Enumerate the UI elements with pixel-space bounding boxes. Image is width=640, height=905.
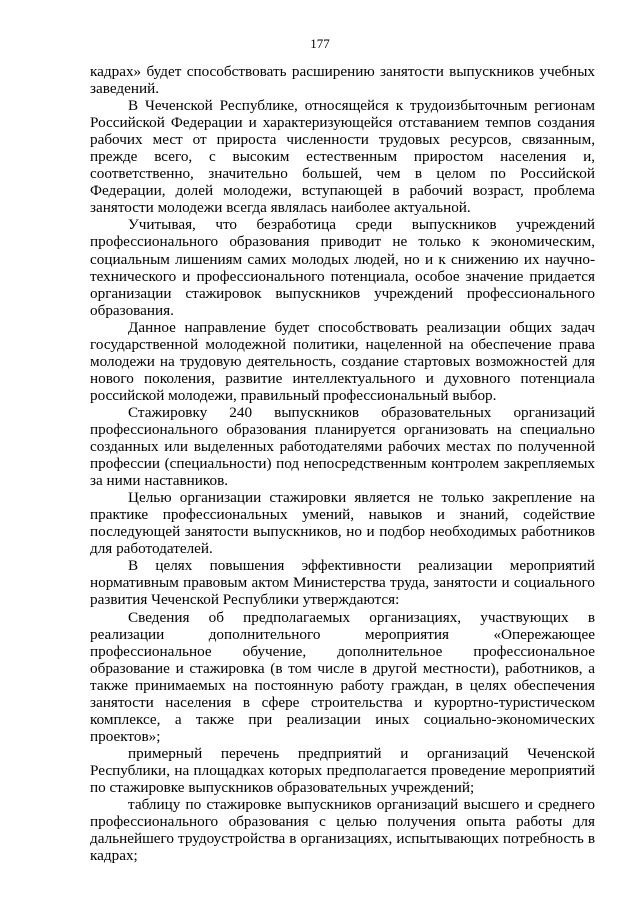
page-number: 177	[310, 36, 330, 51]
body-text	[90, 63, 595, 864]
paragraph-internship-240: Стажировку 240 выпускников образовательных организаций профессионального образования планируется организовать на специально созданных или выделенных работодателями рабочих местах по полученной профессии (специальности) под непосредственным контролем закрепляемых за ними наставников.	[90, 403, 595, 490]
paragraph-chechen-republic-employment: В Чеченской Республике, относящейся к трудоизбыточным регионам Российской Федерации и характеризующейся отставанием темпов создания рабочих мест от прироста численности трудовых ресурсов, связанным, прежде всего, с высоким естественным приростом населения и, соответственно, значительно большей, чем в целом по Российской Федерации, долей молодежи, вступающей в рабочий возраст, проблема занятости молодежи всегда являлась наиболее актуальной.	[90, 97, 595, 217]
paragraph-internship-goal: Целью организации стажировки является не только закрепление на практике профессиональных умений, навыков и знаний, содействие последующей занятости выпускников, но и подбор необходимых работников для работодателей.	[90, 489, 595, 558]
paragraph-continuation: кадрах» будет способствовать расширению занятости выпускников учебных заведений.	[90, 63, 595, 98]
paragraph-enterprise-list: примерный перечень предприятий и организаций Чеченской Республики, на площадках которых предполагается проведение мероприятий по стажировке выпускников образовательных учреждений;	[90, 744, 595, 796]
paragraph-youth-policy: Данное направление будет способствовать реализации общих задач государственной молодежной политики, нацеленной на обеспечение права молодежи на трудовую деятельность, создание стартовых возможностей для нового поколения, развитие интеллектуального и духовного потенциала российской молодежи, правильный профессиональный выбор.	[90, 318, 595, 404]
paragraph-measures-approved: В целях повышения эффективности реализации мероприятий нормативным правовым актом Министерства труда, занятости и социального развития Чеченской Республики утверждаются:	[90, 557, 595, 609]
paragraph-organizations-info: Сведения об предполагаемых организациях, участвующих в реализации дополнительного мероприятия «Опережающее профессиональное обучение, дополнительное профессиональное образование и стажировка (в том числе в другой местности), работников, а также принимаемых на постоянную работу граждан, в целях обеспечения занятости населения в сфере строительства и курортно-туристическом комплексе, а также при реализации иных социально-экономических проектов»;	[90, 608, 595, 745]
paragraph-internship-table: таблицу по стажировке выпускников организаций высшего и среднего профессионального образования с целью получения опыта работы для дальнейшего трудоустройства в организациях, испытывающих потребность в кадрах;	[90, 796, 595, 865]
paragraph-unemployment-graduates: Учитывая, что безработица среди выпускников учреждений профессионального образования приводит не только к экономическим, социальным лишениям самих молодых людей, но и к снижению их научно-технического и профессионального потенциала, особое значение придается организации стажировок выпускников учреждений профессионального образования.	[90, 216, 595, 319]
